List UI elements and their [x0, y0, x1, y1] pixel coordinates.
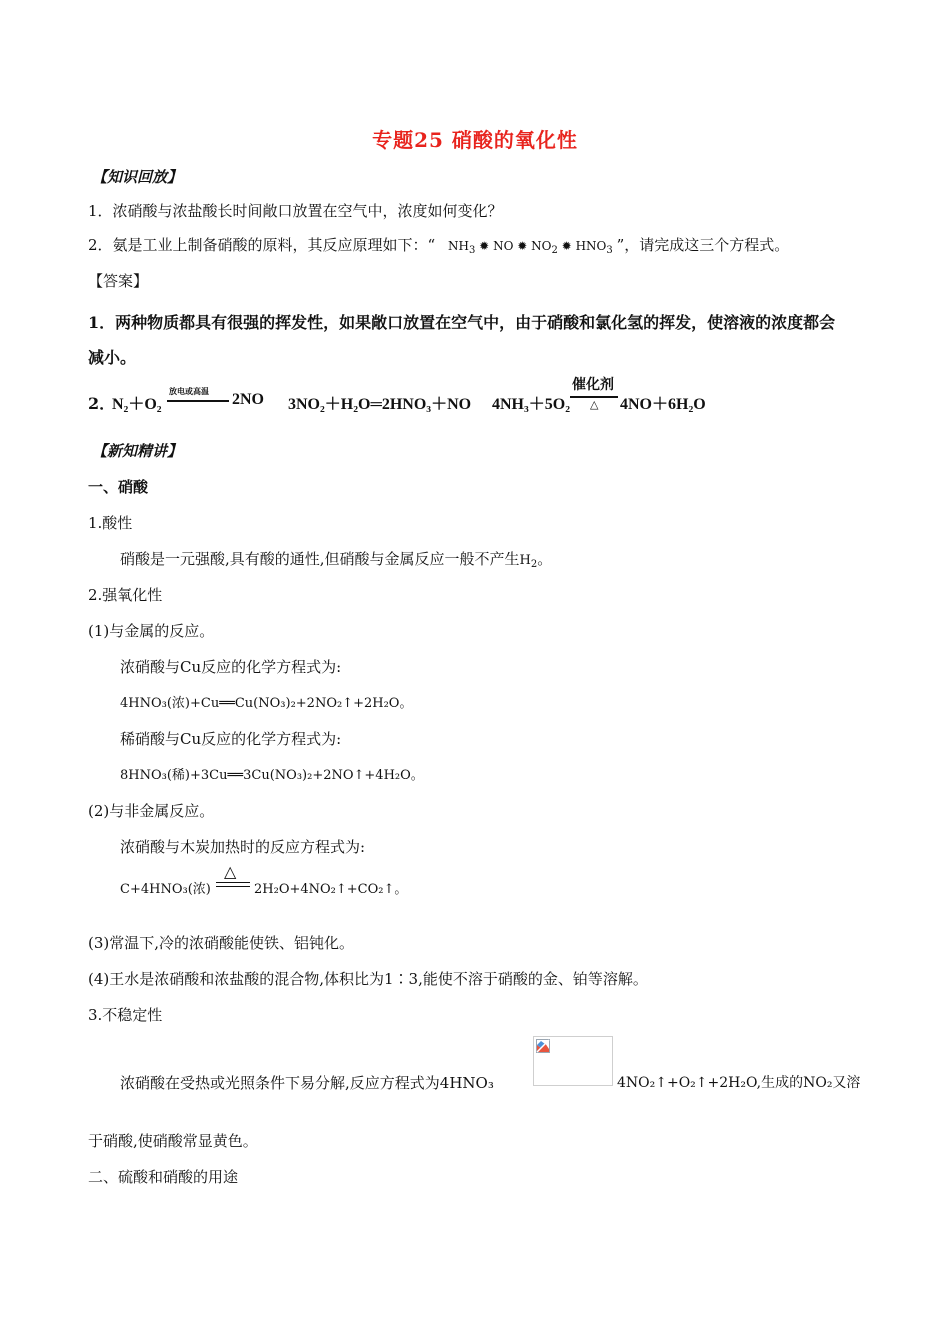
passivation-text: (3)常温下,冷的浓硝酸能使铁、铝钝化。 [88, 934, 355, 952]
answer-heading: 【答案】 [88, 272, 149, 290]
chain-arrow-icon: ✹ [517, 239, 528, 253]
cu-dil-equation: 8HNO₃(稀)+3Cu══3Cu(NO₃)₂+2NO↑+4H₂O。 [120, 768, 424, 783]
review-heading: 【知识回放】 [92, 168, 183, 186]
new-knowledge-heading: 【新知精讲】 [92, 442, 183, 460]
cu-conc-equation: 4HNO₃(浓)+Cu══Cu(NO₃)₂+2NO₂↑+2H₂O。 [120, 696, 413, 711]
decomposition-text-left: 浓硝酸在受热或光照条件下易分解,反应方程式为4HNO₃ [120, 1074, 494, 1092]
item-acidity-heading: 1.酸性 [88, 514, 133, 532]
cu-dil-intro: 稀硝酸与Cu反应的化学方程式为: [120, 730, 342, 748]
item-instability-heading: 3.不稳定性 [88, 1006, 163, 1024]
equation-1-right: 2NO [232, 391, 264, 408]
section-2-heading: 二、硫酸和硝酸的用途 [88, 1168, 239, 1186]
carbon-equation-right: 2H₂O+4NO₂↑+CO₂↑。 [254, 882, 408, 897]
page-title: 专题25 硝酸的氧化性 [372, 128, 578, 152]
answer-2-label: 2． [88, 394, 116, 413]
broken-image-icon [536, 1039, 550, 1053]
answer-1-line-2: 减小。 [88, 348, 137, 367]
heat-icon: △ [590, 398, 599, 411]
equation-1-arrow [167, 400, 229, 402]
equation-2: 3NO₂＋H₂O═2HNO₃＋NO [288, 396, 472, 413]
section-1-heading: 一、硝酸 [88, 478, 149, 496]
chain-arrow-icon: ✹ [561, 239, 572, 253]
equation-3-catalyst: 催化剂 [572, 377, 614, 393]
equation-1-left: N₂＋O₂ [112, 396, 162, 413]
carbon-intro: 浓硝酸与木炭加热时的反应方程式为: [120, 838, 366, 856]
carbon-equation-left: C+4HNO₃(浓) [120, 882, 211, 897]
acidity-text: 硝酸是一元强酸,具有酸的通性,但硝酸与金属反应一般不产生$H_2$。 [120, 550, 553, 570]
aqua-regia-text: (4)王水是浓硝酸和浓盐酸的混合物,体积比为1∶3,能使不溶于硝酸的金、铂等溶解。 [88, 970, 648, 988]
chain-arrow-icon: ✹ [479, 239, 490, 253]
equation-3-right: 4NO＋6H₂O [620, 396, 706, 413]
answer-1-line-1: 1．两种物质都具有很强的挥发性，如果敞口放置在空气中，由于硝酸和氯化氢的挥发，使溶液的浓度都会 [88, 313, 836, 332]
decomposition-text-line-2: 于硝酸,使硝酸常显黄色。 [88, 1132, 258, 1150]
q2-prefix: 2．氨是工业上制备硝酸的原料，其反应原理如下：“ [88, 236, 436, 254]
item-oxidizing-heading: 2.强氧化性 [88, 586, 163, 604]
carbon-equation-bar-top [216, 882, 250, 883]
review-question-1: 1．浓硝酸与浓盐酸长时间敞口放置在空气中，浓度如何变化？ [88, 202, 503, 220]
metal-reaction-heading: (1)与金属的反应。 [88, 622, 215, 640]
equation-1-condition: 放电或高温 [169, 386, 209, 396]
heat-icon: △ [224, 862, 237, 881]
nonmetal-reaction-heading: (2)与非金属反应。 [88, 802, 215, 820]
equation-3-left: 4NH₃＋5O₂ [492, 396, 571, 413]
review-question-2 [88, 234, 789, 256]
reaction-chain: $NH_3$ ✹ NO ✹ $NO_2$ ✹ $HNO_3$ [448, 239, 613, 256]
cu-conc-intro: 浓硝酸与Cu反应的化学方程式为: [120, 658, 342, 676]
broken-image-placeholder [533, 1036, 613, 1086]
carbon-equation-bar-bottom [216, 886, 250, 887]
q2-suffix: ”，请完成这三个方程式。 [616, 236, 790, 254]
decomposition-text-right: 4NO₂↑+O₂↑+2H₂O,生成的NO₂又溶 [617, 1075, 861, 1091]
